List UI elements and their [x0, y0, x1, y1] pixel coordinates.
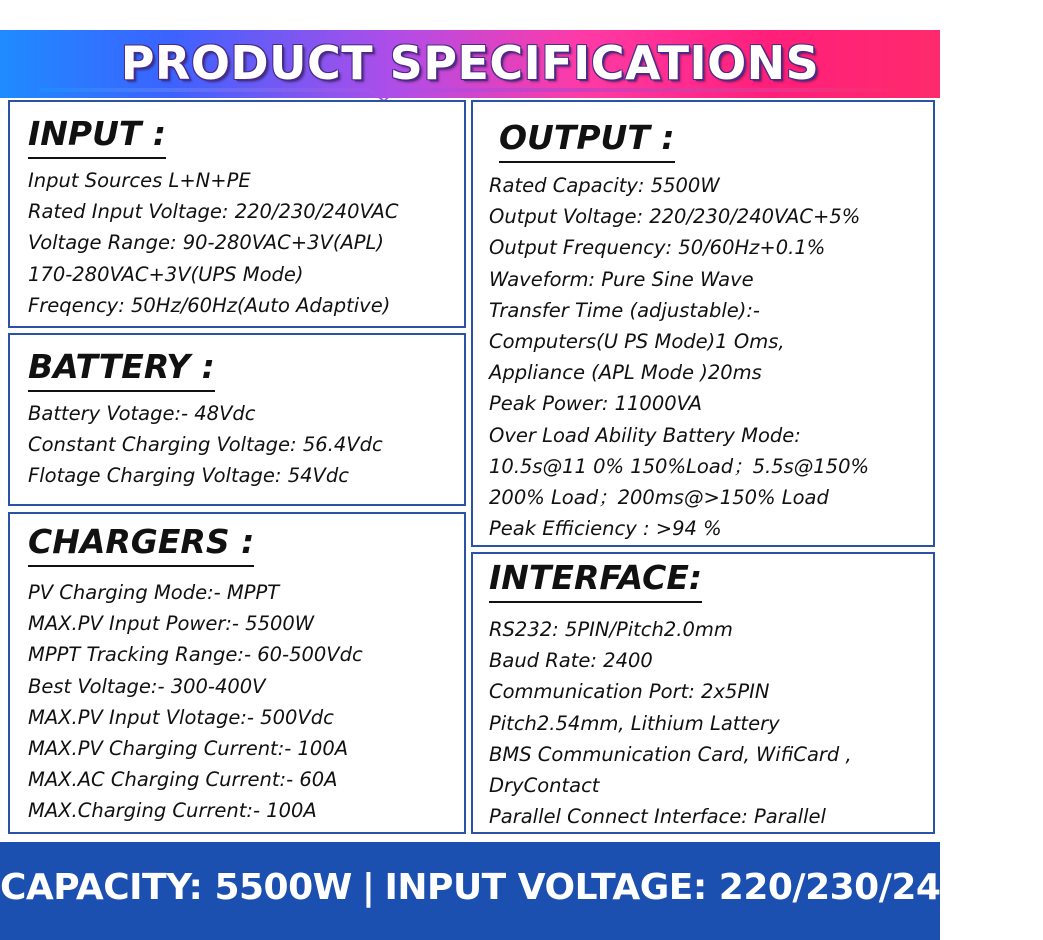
battery-panel [8, 333, 466, 506]
spec-line: MAX.Charging Current:- 100A [28, 799, 317, 823]
output-title: OUTPUT : [499, 118, 675, 163]
spec-line: MAX.PV Input Vlotage:- 500Vdc [28, 705, 334, 729]
page-title: PRODUCT SPECIFICATIONS [120, 36, 820, 90]
footer-separator: | [361, 867, 375, 908]
spec-line: Battery Votage:- 48Vdc [28, 402, 256, 425]
spec-line: MAX.PV Charging Current:- 100A [28, 736, 349, 760]
spec-line: Peak Power: 11000VA [489, 392, 703, 416]
spec-line: Rated Capacity: 5500W [489, 174, 720, 197]
spec-line: Voltage Range: 90-280VAC+3V(APL) [28, 231, 385, 255]
spec-line: MAX.PV Input Power:- 5500W [28, 612, 315, 636]
chargers-spec-list [28, 577, 363, 827]
battery-title: BATTERY : [28, 347, 215, 392]
interface-panel [471, 552, 935, 834]
spec-line: Parallel Connect Interface: Parallel [489, 805, 826, 829]
spec-line: MAX.AC Charging Current:- 60A [28, 768, 338, 792]
spec-line: 170-280VAC+3V(UPS Mode) [28, 262, 304, 286]
battery-spec-list [28, 398, 383, 492]
spec-line: Waveform: Pure Sine Wave [489, 267, 754, 291]
input-spec-list [28, 165, 398, 321]
spec-line: Output Frequency: 50/60Hz+0.1% [489, 236, 826, 260]
spec-line: Rated Input Voltage: 220/230/240VAC [28, 200, 399, 224]
footer-input-voltage: INPUT VOLTAGE: 220/230/240VAC [384, 867, 1043, 908]
spec-line: Communication Port: 2x5PIN [489, 680, 770, 704]
spec-line: Best Voltage:- 300-400V [28, 674, 266, 698]
output-spec-list [489, 170, 869, 544]
spec-line: RS232: 5PIN/Pitch2.0mm [489, 618, 733, 641]
spec-line: Pitch2.54mm, Lithium Lattery [489, 711, 780, 735]
spec-line: Input Sources L+N+PE [28, 169, 251, 192]
chargers-title: CHARGERS : [28, 522, 254, 567]
spec-line: DryContact [489, 773, 600, 797]
spec-line: Peak Efficiency : >94 % [489, 517, 722, 541]
spec-line: Output Voltage: 220/230/240VAC+5% [489, 205, 861, 229]
footer-banner [0, 842, 1043, 940]
spec-line: Computers(U PS Mode)1 Oms, [489, 329, 785, 353]
spec-line: Over Load Ability Battery Mode: [489, 423, 801, 447]
spec-line: 200% Load；200ms@>150% Load [489, 485, 829, 509]
spec-line: Flotage Charging Voltage: 54Vdc [28, 464, 349, 488]
spec-line: Transfer Time (adjustable):- [489, 298, 760, 322]
spec-line: Appliance (APL Mode )20ms [489, 361, 762, 385]
spec-line: Constant Charging Voltage: 56.4Vdc [28, 433, 383, 457]
footer-capacity: CAPACITY: 5500W [0, 867, 352, 908]
input-title: INPUT : [28, 114, 166, 159]
spec-line: BMS Communication Card, WifiCard , [489, 742, 852, 766]
spec-line: Freqency: 50Hz/60Hz(Auto Adaptive) [28, 293, 391, 317]
interface-title: INTERFACE: [489, 558, 702, 603]
interface-spec-list [489, 614, 852, 832]
spec-line: PV Charging Mode:- MPPT [28, 581, 280, 604]
spec-line: 10.5s@11 0% 150%Load；5.5s@150% [489, 454, 870, 478]
spec-line: MPPT Tracking Range:- 60-500Vdc [28, 643, 363, 667]
output-panel [471, 100, 935, 547]
input-panel [8, 100, 466, 328]
spec-line: Baud Rate: 2400 [489, 649, 653, 673]
chargers-panel [8, 512, 466, 834]
